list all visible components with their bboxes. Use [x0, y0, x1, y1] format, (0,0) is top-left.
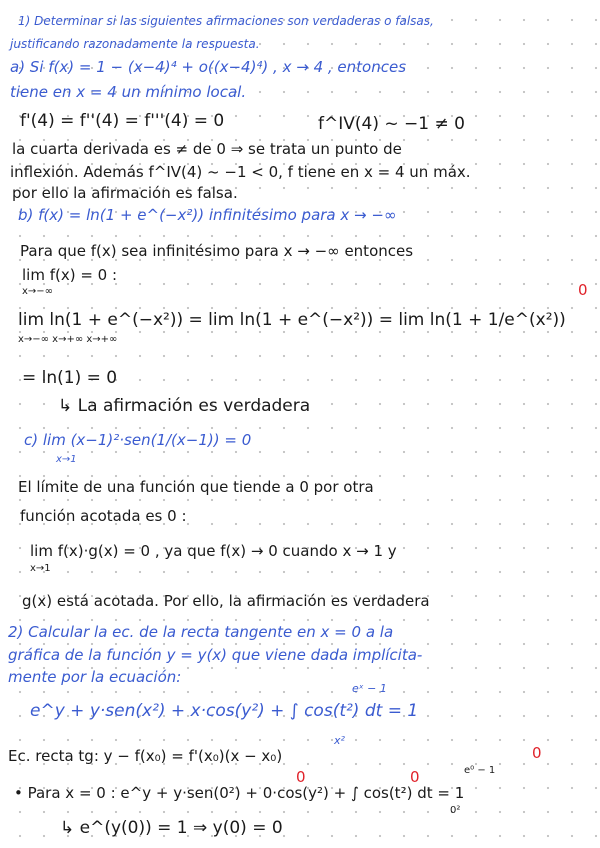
reasoning-c-2: función acotada es 0 :: [20, 507, 187, 525]
reasoning-a-2: inflexión. Además f^IV(4) ~ −1 < 0, f tiene en x = 4 un máx.: [10, 163, 471, 181]
correction-term-1: 0: [296, 768, 306, 786]
exercise-2-heading: 2) Calcular la ec. de la recta tangente en x = 0 a la: [8, 623, 394, 641]
exercise-1-heading: 1) Determinar si las siguientes afirmaciones son verdaderas o falsas,: [18, 14, 434, 28]
limit-condition-sub: x→−∞: [22, 286, 54, 297]
conclusion-b: ↳ La afirmación es verdadera: [58, 396, 311, 416]
exercise-2-heading-3: mente por la ecuación:: [8, 668, 182, 686]
fourth-derivative: f^IV(4) ~ −1 ≠ 0: [318, 114, 465, 134]
exercise-2-heading-2: gráfica de la función y = y(x) que viene dada implícita-: [8, 646, 423, 664]
sub-integral-lower: 0²: [450, 805, 461, 816]
reasoning-b-1: Para que f(x) sea infinitésimo para x → −∞ entonces: [20, 242, 414, 260]
reasoning-c-1: El límite de una función que tiende a 0 por otra: [18, 478, 374, 496]
reasoning-c-3: lim f(x)·g(x) = 0 , ya que f(x) → 0 cuando x → 1 y: [30, 542, 397, 560]
integral-lower-limit: x²: [334, 734, 345, 747]
initial-value-result: ↳ e^(y(0)) = 1 ⇒ y(0) = 0: [60, 818, 283, 838]
limit-result: = ln(1) = 0: [22, 368, 118, 388]
substitution-step: • Para x = 0 : e^y + y·sen(0²) + 0·cos(y²) + ∫ cos(t²) dt = 1: [14, 784, 465, 802]
statement-c: c) lim (x−1)²·sen(1/(x−1)) = 0: [24, 431, 252, 449]
statement-a-cont: tiene en x = 4 un mínimo local.: [10, 83, 247, 101]
correction-integral: 0: [532, 744, 542, 762]
reasoning-a-1: la cuarta derivada es ≠ de 0 ⇒ se trata un punto de: [12, 140, 402, 158]
implicit-equation: e^y + y·sen(x²) + x·cos(y²) + ∫ cos(t²) dt = 1: [30, 701, 419, 721]
statement-c-sub: x→1: [56, 454, 77, 465]
statement-b: b) f(x) = ln(1 + e^(−x²)) infinitésimo para x → −∞: [18, 206, 397, 224]
reasoning-a-3: por ello la afirmación es falsa.: [12, 184, 238, 202]
correction-exp-to-zero: 0: [578, 281, 588, 299]
reasoning-c-4: g(x) está acotada. Por ello, la afirmación es verdadera: [22, 592, 430, 610]
limit-condition: lim f(x) = 0 :: [22, 266, 118, 284]
exercise-1-heading-cont: justificando razonadamente la respuesta.: [10, 37, 260, 51]
limit-computation: lim ln(1 + e^(−x²)) = lim ln(1 + e^(−x²)) = lim ln(1 + 1/e^(x²)): [18, 310, 566, 330]
integral-upper-limit: eˣ − 1: [352, 682, 387, 695]
limit-computation-subs: x→−∞ x→+∞ x→+∞: [18, 334, 118, 345]
statement-a: a) Si f(x) = 1 − (x−4)⁴ + o((x−4)⁴) , x → 4 , entonces: [10, 58, 407, 76]
correction-term-2: 0: [410, 768, 420, 786]
sub-integral-upper: e⁰ − 1: [464, 765, 496, 776]
derivatives-zero: f'(4) = f''(4) = f'''(4) = 0: [20, 111, 225, 131]
tangent-line-formula: Ec. recta tg: y − f(x₀) = f'(x₀)(x − x₀): [8, 747, 283, 765]
reasoning-c-3-sub: x→1: [30, 563, 51, 574]
